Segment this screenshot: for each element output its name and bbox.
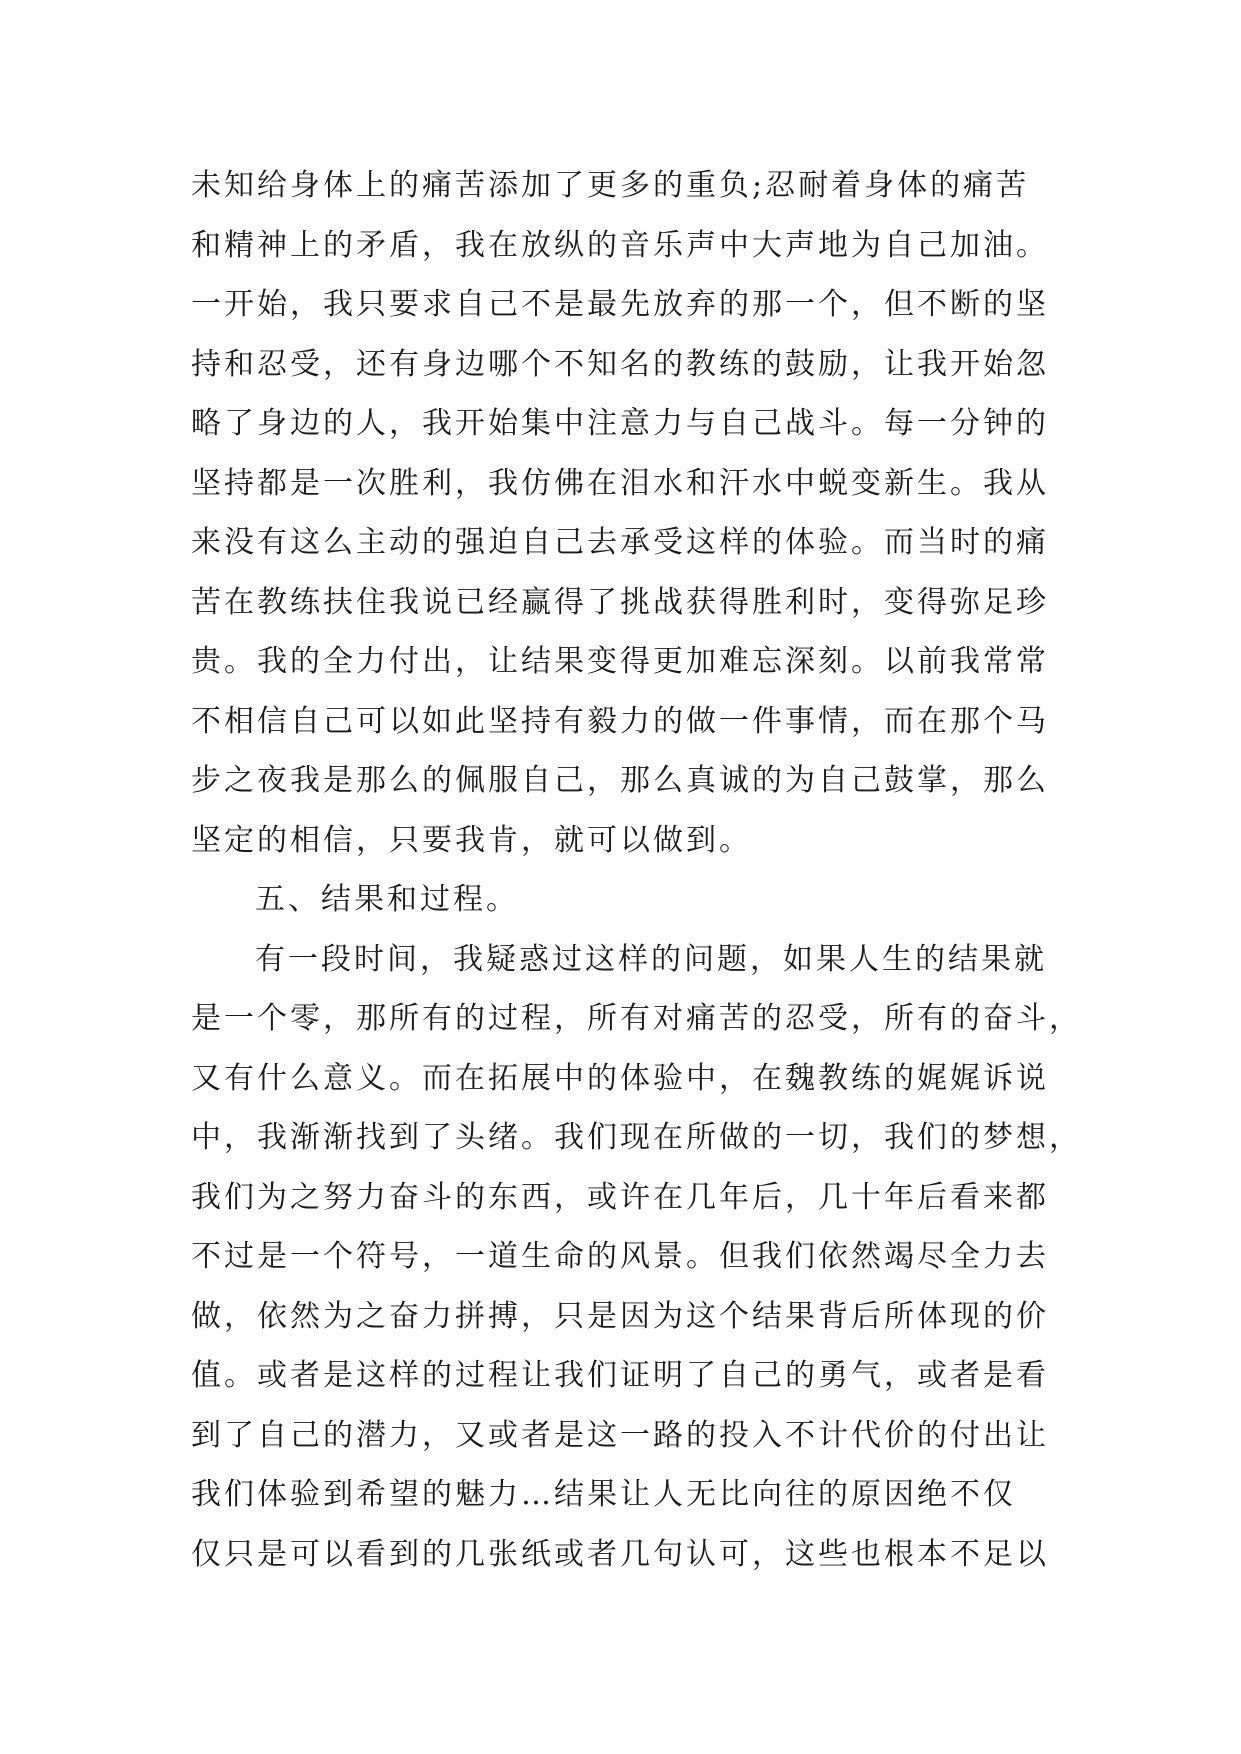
section-heading: 五、结果和过程。 xyxy=(255,882,519,917)
text-line: 未知给身体上的痛苦添加了更多的重负;忍耐着身体的痛苦 xyxy=(191,168,1030,203)
text-line: 苦在教练扶住我说已经赢得了挑战获得胜利时，变得弥足珍 xyxy=(191,584,1049,620)
text-line: 我们体验到希望的魅力…结果让人无比向往的原因绝不仅 xyxy=(191,1477,1016,1512)
text-line: 持和忍受，还有身边哪个不知名的教练的鼓励，让我开始忽 xyxy=(191,346,1049,382)
text-line: 贵。我的全力付出，让结果变得更加难忘深刻。以前我常常 xyxy=(191,644,1049,679)
text-line: 又有什么意义。而在拓展中的体验中，在魏教练的娓娓诉说 xyxy=(191,1060,1049,1096)
text-line: 值。或者是这样的过程让我们证明了自己的勇气，或者是看 xyxy=(191,1358,1049,1393)
text-line: 有一段时间，我疑惑过这样的问题，如果人生的结果就 xyxy=(255,941,1047,977)
text-line: 做，依然为之奋力拼搏，只是因为这个结果背后所体现的价 xyxy=(191,1298,1049,1334)
text-line: 仅只是可以看到的几张纸或者几句认可，这些也根本不足以 xyxy=(191,1536,1049,1572)
text-line: 不过是一个符号，一道生命的风景。但我们依然竭尽全力去 xyxy=(191,1239,1049,1274)
text-line: 略了身边的人，我开始集中注意力与自己战斗。每一分钟的 xyxy=(191,406,1049,441)
text-line: 来没有这么主动的强迫自己去承受这样的体验。而当时的痛 xyxy=(191,525,1049,560)
text-line: 坚持都是一次胜利，我仿佛在泪水和汗水中蜕变新生。我从 xyxy=(191,465,1049,501)
text-line: 中，我渐渐找到了头绪。我们现在所做的一切，我们的梦想， xyxy=(191,1120,1082,1155)
text-line: 和精神上的矛盾，我在放纵的音乐声中大声地为自己加油。 xyxy=(191,227,1049,263)
body-text xyxy=(191,156,1082,1584)
text-line: 步之夜我是那么的佩服自己，那么真诚的为自己鼓掌，那么 xyxy=(191,763,1049,798)
text-line: 不相信自己可以如此坚持有毅力的做一件事情，而在那个马 xyxy=(191,703,1049,739)
text-line: 是一个零，那所有的过程，所有对痛苦的忍受，所有的奋斗， xyxy=(191,1001,1082,1036)
text-line: 一开始，我只要求自己不是最先放弃的那一个，但不断的坚 xyxy=(191,287,1049,322)
text-line: 我们为之努力奋斗的东西，或许在几年后，几十年后看来都 xyxy=(191,1179,1049,1215)
text-line: 到了自己的潜力，又或者是这一路的投入不计代价的付出让 xyxy=(191,1417,1049,1453)
text-line: 坚定的相信，只要我肯，就可以做到。 xyxy=(191,822,752,858)
